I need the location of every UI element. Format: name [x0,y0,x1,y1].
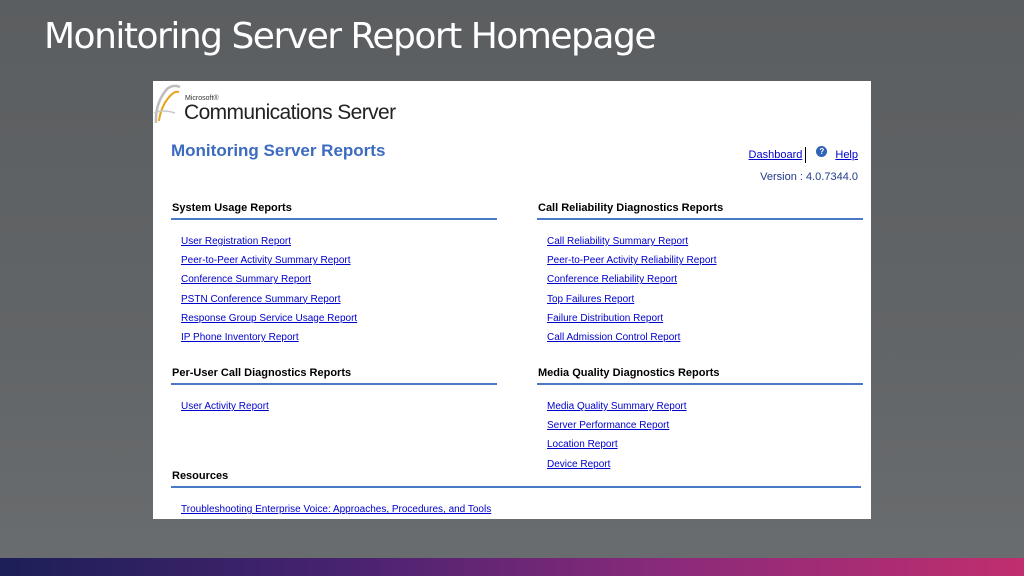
dashboard-link[interactable]: Dashboard [748,148,803,161]
report-link-item [547,435,863,454]
resource-link-list [171,500,861,519]
report-link[interactable]: Peer-to-Peer Activity Reliability Report [547,255,717,267]
section-system-usage [171,202,497,347]
report-link-item [181,328,497,347]
section-title: Resources [171,470,861,488]
report-link[interactable]: Call Reliability Summary Report [547,236,689,247]
report-link[interactable]: Call Admission Control Report [547,331,681,343]
section-title: System Usage Reports [171,202,497,220]
section-media-quality [537,367,863,474]
report-link[interactable]: Top Failures Report [547,293,635,305]
report-link[interactable]: Location Report [547,439,618,451]
report-link-item [181,309,497,328]
resource-link[interactable]: Troubleshooting Enterprise Voice: Approaches, Procedures, and Tools [181,504,492,515]
slide-title: Monitoring Server Report Homepage [44,16,655,57]
report-link-item [547,309,863,328]
report-homepage-window [153,81,871,519]
communications-server-logo [153,83,413,129]
logo-vendor: Microsoft® [185,95,219,102]
report-link[interactable]: Conference Summary Report [181,274,312,286]
report-link[interactable]: Failure Distribution Report [547,312,664,324]
report-link-item [181,270,497,289]
report-link-item [547,290,863,309]
report-link-list [171,397,497,416]
nav-divider [805,147,806,163]
report-link-list [171,232,497,347]
section-resources [171,470,861,519]
report-link-list [537,232,863,347]
report-link-item [547,232,863,251]
report-link-item [547,251,863,270]
decorative-gradient-bar [0,558,1024,576]
report-link-item [547,397,863,416]
section-title: Call Reliability Diagnostics Reports [537,202,863,220]
report-link[interactable]: Peer-to-Peer Activity Summary Report [181,255,351,267]
report-link[interactable]: Media Quality Summary Report [547,401,687,412]
report-link[interactable]: User Activity Report [181,401,269,412]
section-title: Media Quality Diagnostics Reports [537,367,863,385]
report-link[interactable]: IP Phone Inventory Report [181,331,299,343]
report-link[interactable]: Device Report [547,458,611,470]
logo-swirl-icon [153,83,183,127]
report-link[interactable]: PSTN Conference Summary Report [181,293,341,305]
version-label: Version : 4.0.7344.0 [760,171,858,183]
report-link-item [181,290,497,309]
section-call-reliability [537,202,863,347]
report-link[interactable]: Response Group Service Usage Report [181,312,358,324]
report-link-item [547,270,863,289]
report-link-item [547,328,863,347]
report-link-item [181,397,497,416]
report-link[interactable]: User Registration Report [181,236,292,247]
help-icon[interactable]: ? [816,146,827,157]
section-title: Per-User Call Diagnostics Reports [171,367,497,385]
report-link-item [181,232,497,251]
logo-product-name: Communications Server [184,101,396,124]
report-link[interactable]: Conference Reliability Report [547,274,678,286]
section-per-user [171,367,497,416]
top-nav [749,147,858,163]
report-link-item [547,416,863,435]
page-title: Monitoring Server Reports [171,141,386,160]
help-link[interactable]: Help [835,148,858,161]
report-link-item [181,251,497,270]
resource-link-item [181,500,861,519]
report-link-list [537,397,863,474]
report-link[interactable]: Server Performance Report [547,420,670,432]
